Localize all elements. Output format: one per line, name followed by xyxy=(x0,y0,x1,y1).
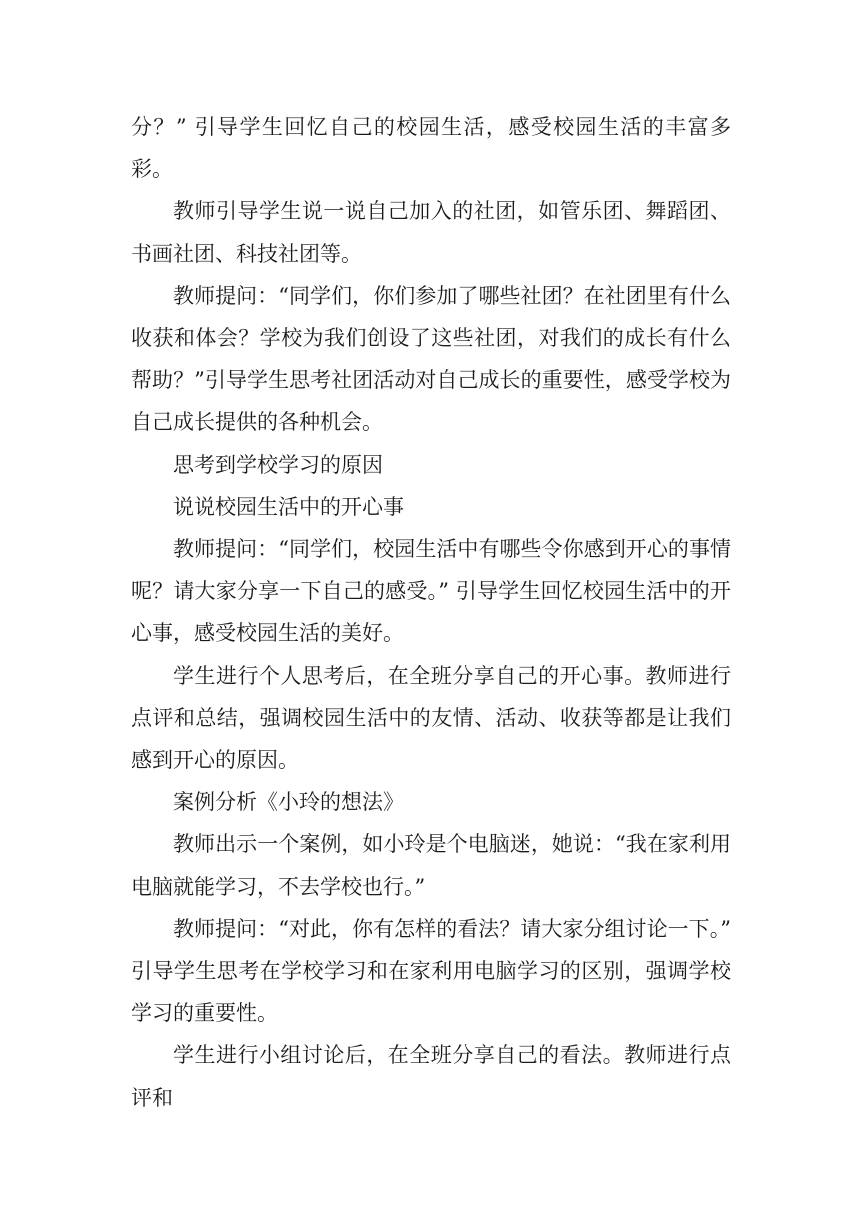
paragraph-club-question: 教师提问：“同学们，你们参加了哪些社团？在社团里有什么收获和体会？学校为我们创设了这些社团，对我们的成长有什么帮助？”引导学生思考社团活动对自己成长的重要性，感受学校为自己成长提供的各种机会。 xyxy=(131,283,731,435)
paragraph-happy-question: 教师提问：“同学们，校园生活中有哪些令你感到开心的事情呢？请大家分享一下自己的感受。” 引导学生回忆校园生活中的开心事，感受校园生活的美好。 xyxy=(131,537,731,646)
paragraph-case-intro: 教师出示一个案例，如小玲是个电脑迷，她说：“我在家利用电脑就能学习，不去学校也行。” xyxy=(131,832,731,899)
paragraph-happy-share: 学生进行个人思考后，在全班分享自己的开心事。教师进行点评和总结，强调校园生活中的友情、活动、收获等都是让我们感到开心的原因。 xyxy=(131,663,731,773)
paragraph-continuation: 分？” 引导学生回忆自己的校园生活，感受校园生活的丰富多彩。 xyxy=(131,115,731,182)
paragraph-case-question: 教师提问：“对此，你有怎样的看法？请大家分组讨论一下。” 引导学生思考在学校学习和在家利用电脑学习的区别，强调学校学习的重要性。 xyxy=(131,916,731,1026)
section-heading-case-study: 案例分析《小玲的想法》 xyxy=(173,790,404,815)
document-body xyxy=(131,106,731,1119)
section-heading-happy-things: 说说校园生活中的开心事 xyxy=(173,494,404,519)
paragraph-club-intro: 教师引导学生说一说自己加入的社团，如管乐团、舞蹈团、书画社团、科技社团等。 xyxy=(131,199,731,266)
paragraph-group-discussion: 学生进行小组讨论后，在全班分享自己的看法。教师进行点评和 xyxy=(131,1043,731,1110)
section-heading-reasons: 思考到学校学习的原因 xyxy=(173,452,383,477)
